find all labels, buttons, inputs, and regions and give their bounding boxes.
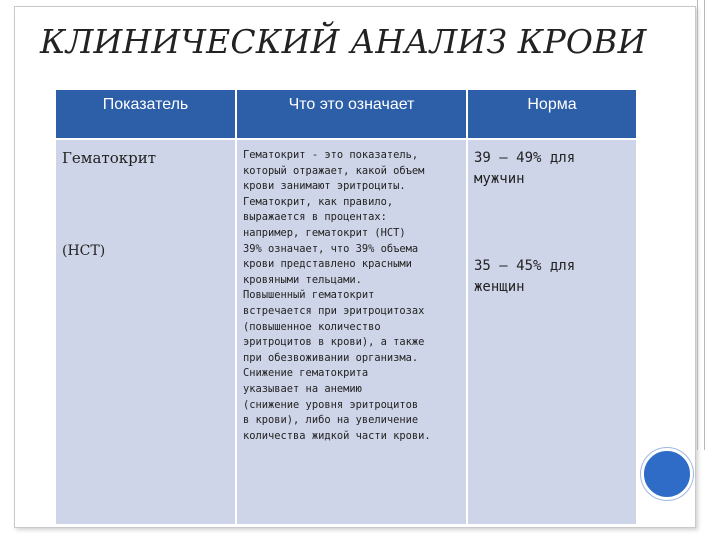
parameter-cell [56, 140, 235, 524]
parameter-abbreviation: (HCT) [62, 243, 106, 259]
decorative-circle [641, 448, 693, 500]
parameter-name: Гематокрит [62, 149, 157, 167]
norm-men: 39 – 49% для мужчин [474, 150, 576, 187]
header-meaning: Что это означает [237, 90, 466, 138]
decorative-line [697, 0, 698, 450]
parameter-description: Гематокрит - это показатель, который отражает, какой объем крови занимают эритроциты. Гематокрит, как правило, выражается в процентах: например, гематокрит (HCT) 39% означает, что 39% объема крови представлено красными кровяными тельцами. Повышенный гематокрит встречается при эритроцитозах (повышенное количество эритроцитов в крови), а также при обезвоживании организма. Снижение гематокрита указывает на анемию (снижение уровня эритроцитов в крови), либо на увеличение количества жидкой части крови. [243, 149, 431, 442]
decorative-line [704, 0, 705, 450]
slide-title: КЛИНИЧЕСКИЙ АНАЛИЗ КРОВИ [40, 22, 647, 61]
norm-women: 35 – 45% для женщин [474, 258, 576, 295]
header-norm: Норма [468, 90, 636, 138]
norm-cell [468, 140, 636, 524]
description-cell [237, 140, 466, 524]
header-indicator: Показатель [56, 90, 235, 138]
blood-test-table [56, 90, 636, 524]
